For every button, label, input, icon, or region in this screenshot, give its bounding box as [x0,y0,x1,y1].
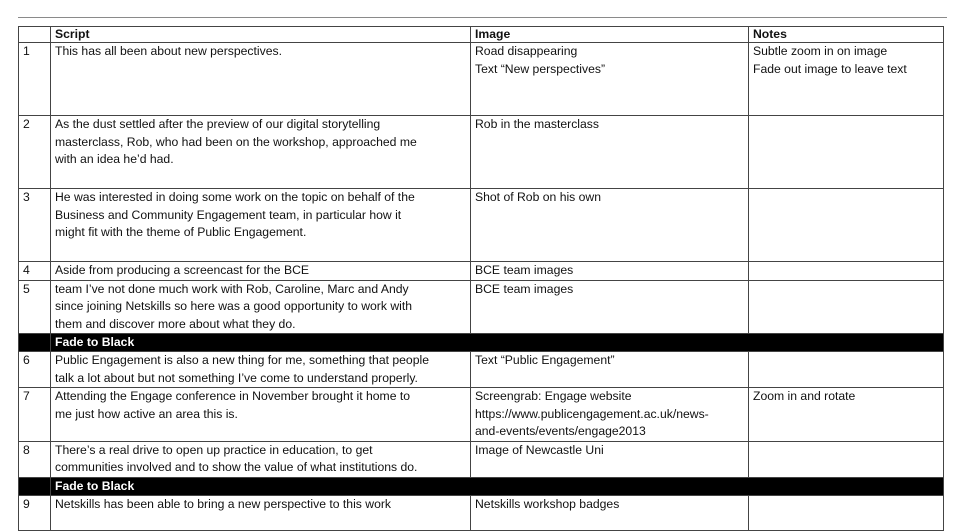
notes-cell [749,441,944,477]
notes-cell [749,116,944,189]
fade-row [19,477,944,495]
row-number: 9 [19,495,51,530]
table-body [19,43,944,531]
table-row [19,352,944,388]
script-line: talk a lot about but not something I’ve come to understand properly. [55,370,418,385]
image-cell [471,116,749,189]
image-line: and-events/events/engage2013 [475,424,646,438]
notes-cell [749,43,944,116]
header-num [19,27,51,43]
script-line: Attending the Engage conference in November brought it home to [55,389,411,403]
image-line: BCE team images [475,281,574,296]
notes-cell [749,280,944,334]
fade-num-cell [19,477,51,495]
image-line: Image of Newcastle Uni [475,442,604,457]
script-line: might fit with the theme of Public Engagement. [55,225,307,239]
table-row [19,116,944,189]
row-number: 2 [19,116,51,189]
script-cell [51,116,471,189]
image-line: https://www.publicengagement.ac.uk/news- [475,406,709,421]
header-script: Script [51,27,471,43]
script-line: them and discover more about what they do. [55,316,296,331]
script-line: communities involved and to show the value of what institutions do. [55,460,418,474]
script-line: since joining Netskills so here was a good opportunity to work with [55,299,413,313]
notes-cell [749,388,944,442]
script-line: masterclass, Rob, who had been on the workshop, approached me [55,134,417,149]
row-number: 6 [19,352,51,388]
image-cell [471,189,749,262]
script-line: This has all been about new perspectives. [55,44,282,58]
image-line: Text “Public Engagement” [475,353,615,367]
notes-line: Zoom in and rotate [753,389,856,403]
image-line: Screengrab: Engage website [475,389,632,403]
image-line: BCE team images [475,263,574,277]
image-cell [471,43,749,116]
notes-line: Subtle zoom in on image [753,44,888,58]
row-number: 5 [19,280,51,334]
image-cell [471,352,749,388]
table-row [19,189,944,262]
script-line: Netskills has been able to bring a new perspective to this work [55,496,392,511]
script-cell [51,441,471,477]
notes-cell [749,262,944,281]
image-cell [471,388,749,442]
row-number: 3 [19,189,51,262]
image-line: Netskills workshop badges [475,496,620,511]
fade-num-cell [19,334,51,352]
image-line: Text “New perspectives” [475,61,606,76]
script-line: Public Engagement is also a new thing for me, something that people [55,353,429,367]
row-number: 4 [19,262,51,281]
script-line: team I’ve not done much work with Rob, Caroline, Marc and Andy [55,281,409,296]
image-line: Rob in the masterclass [475,117,599,131]
image-line: Road disappearing [475,44,578,58]
header-image: Image [471,27,749,43]
script-line: He was interested in doing some work on the topic on behalf of the [55,190,415,204]
table-row [19,495,944,530]
table-row [19,388,944,442]
script-cell [51,189,471,262]
image-cell [471,262,749,281]
fade-label: Fade to Black [51,477,944,495]
table-row [19,43,944,116]
notes-cell [749,352,944,388]
script-cell [51,352,471,388]
header-notes: Notes [749,27,944,43]
notes-line: Fade out image to leave text [753,61,907,76]
script-line: As the dust settled after the preview of our digital storytelling [55,117,381,131]
image-line: Shot of Rob on his own [475,190,602,204]
header-row [19,27,944,43]
script-cell [51,495,471,530]
row-number: 1 [19,43,51,116]
script-cell [51,388,471,442]
script-line: Aside from producing a screencast for the BCE [55,263,310,277]
script-line: me just how active an area this is. [55,406,238,421]
image-cell [471,280,749,334]
notes-cell [749,189,944,262]
script-line: with an idea he’d had. [55,152,174,166]
table-row [19,262,944,281]
script-line: There’s a real drive to open up practice in education, to get [55,442,373,457]
notes-cell [749,495,944,530]
storyboard-table [18,26,944,531]
fade-row [19,334,944,352]
image-cell [471,495,749,530]
row-number: 7 [19,388,51,442]
image-cell [471,441,749,477]
script-cell [51,280,471,334]
row-number: 8 [19,441,51,477]
script-cell [51,262,471,281]
table-row [19,280,944,334]
fade-label: Fade to Black [51,334,944,352]
table-row [19,441,944,477]
top-rule [18,17,947,18]
script-line: Business and Community Engagement team, in particular how it [55,207,402,222]
script-cell [51,43,471,116]
